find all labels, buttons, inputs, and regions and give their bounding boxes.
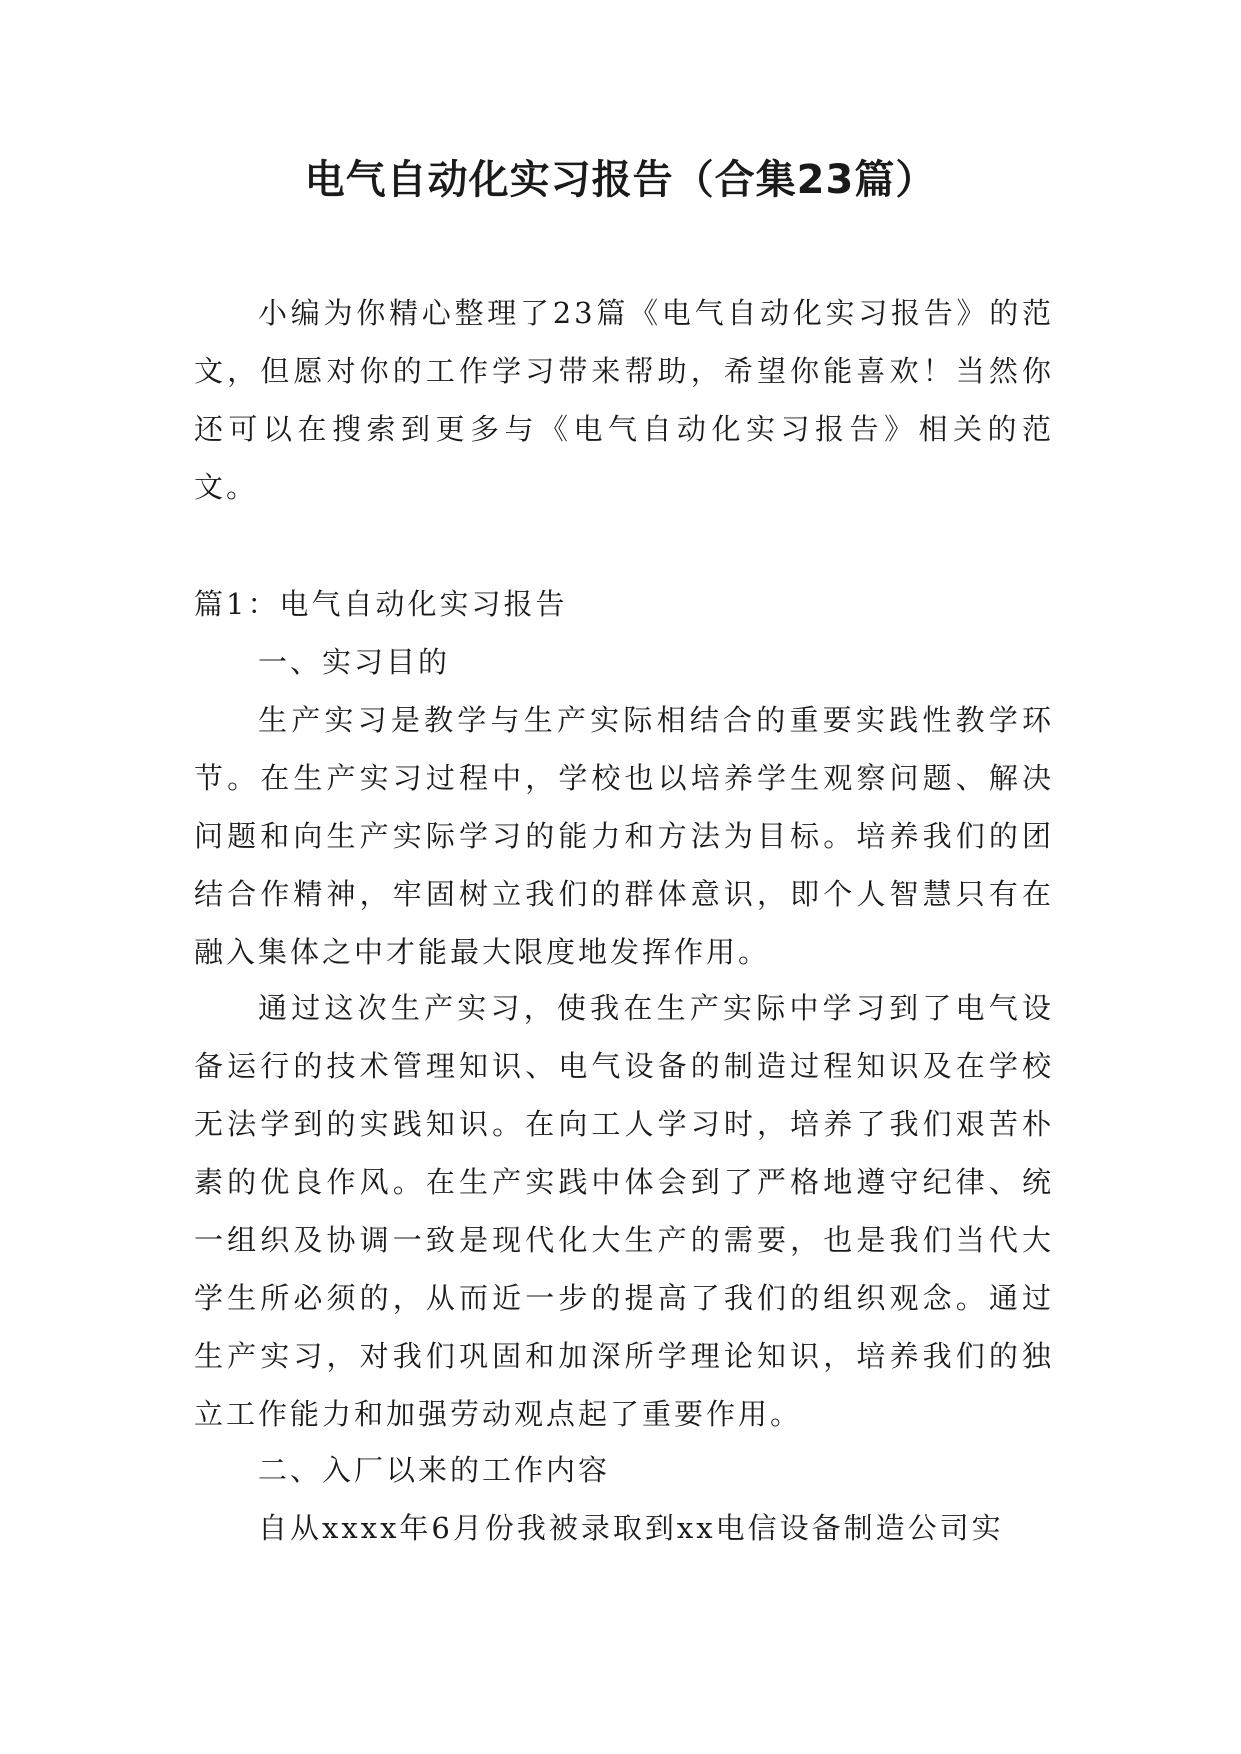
intro-paragraph: 小编为你精心整理了23篇《电气自动化实习报告》的范文，但愿对你的工作学习带来帮助，希望你能喜欢！当然你还可以在搜索到更多与《电气自动化实习报告》相关的范文。: [194, 296, 1054, 504]
body-paragraph: 生产实习是教学与生产实际相结合的重要实践性教学环节。在生产实习过程中，学校也以培养学生观察问题、解决问题和向生产实际学习的能力和方法为目标。培养我们的团结合作精神，牢固树立我们的群体意识，即个人智慧只有在融入集体之中才能最大限度地发挥作用。: [194, 703, 1054, 969]
section-heading-purpose: 一、实习目的: [258, 645, 451, 679]
body-paragraph: 自从xxxx年6月份我被录取到xx电信设备制造公司实: [258, 1511, 1004, 1545]
body-paragraph: 通过这次生产实习，使我在生产实际中学习到了电气设备运行的技术管理知识、电气设备的制造过程知识及在学校无法学到的实践知识。在向工人学习时，培养了我们艰苦朴素的优良作风。在生产实践中体会到了严格地遵守纪律、统一组织及协调一致是现代化大生产的需要，也是我们当代大学生所必须的，从而近一步的提高了我们的组织观念。通过生产实习，对我们巩固和加深所学理论知识，培养我们的独立工作能力和加强劳动观点起了重要作用。: [194, 991, 1054, 1431]
section-heading-work-content: 二、入厂以来的工作内容: [258, 1453, 611, 1487]
chapter-heading: 篇1：电气自动化实习报告: [194, 587, 568, 621]
document-title: 电气自动化实习报告（合集23篇）: [304, 157, 937, 203]
